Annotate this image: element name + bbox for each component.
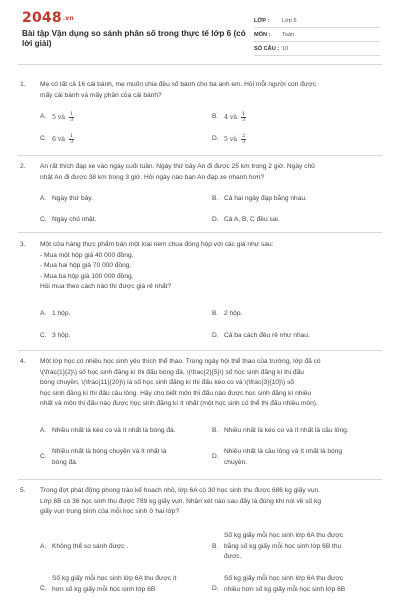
option-letter: C. xyxy=(40,216,47,223)
meta-value: Lớp 6 xyxy=(282,17,297,24)
option-letter: D. xyxy=(212,453,219,460)
option-letter: D. xyxy=(212,332,219,339)
mixed-whole: 6 xyxy=(52,136,56,143)
option-d[interactable] xyxy=(212,574,380,598)
mixed-whole: 5 xyxy=(52,114,56,121)
option-letter: B. xyxy=(212,113,219,120)
denominator: 3 xyxy=(69,117,74,123)
meta-row-count xyxy=(254,42,380,56)
option-text: Ngày thứ bảy. xyxy=(52,195,93,202)
option-line: hơn số kg giấy mỗi học sinh lớp 6B xyxy=(52,585,156,593)
question-number: 1. xyxy=(20,81,26,88)
option-line: Không thể so sánh được . xyxy=(52,543,129,550)
option-text: 2 hộp. xyxy=(224,310,243,317)
option-d[interactable] xyxy=(212,447,380,471)
option-line: Nhiều nhất là kéo co và ít nhất là bóng đá. xyxy=(52,427,176,434)
option-letter: B. xyxy=(212,195,219,202)
fraction xyxy=(69,112,74,123)
denominator: 3 xyxy=(241,117,246,123)
option-text xyxy=(224,426,384,437)
numerator: 2 xyxy=(241,133,246,139)
document-title xyxy=(22,29,252,49)
option-text xyxy=(224,531,374,563)
question-number: 2. xyxy=(20,163,26,170)
option-text: Cả ba cách đều rẻ như nhau. xyxy=(224,332,310,339)
option-text: 1 hộp. xyxy=(52,310,71,317)
option-letter: A. xyxy=(40,310,47,317)
option-line: Nhiều nhất là kéo co và ít nhất là cầu lông. xyxy=(224,427,349,434)
option-line: nhiều hơn số kg giấy mỗi học sinh lớp 6B xyxy=(224,585,346,593)
question-line: An rất thích đạp xe vào ngày cuối tuần. Ngày thứ bảy An đi được 25 km trong 2 giờ. Ngày chủ xyxy=(40,163,315,170)
question-5 xyxy=(20,486,380,600)
option-letter: A. xyxy=(40,543,47,550)
option-letter: C. xyxy=(40,453,47,460)
question-line: học sinh đăng kí thi đấu cầu lông. Hãy cho biết môn thi đấu nào được học sinh đăng kí nhiều xyxy=(40,389,312,397)
option-line: Số kg giấy mỗi học sinh lớp 6A thu được ít xyxy=(52,575,177,582)
option-line: chuyền. xyxy=(224,458,248,466)
option-line: được. xyxy=(224,553,242,560)
question-text xyxy=(40,80,380,101)
divider xyxy=(18,155,382,156)
meta-value: 10 xyxy=(282,45,289,52)
option-text xyxy=(52,574,202,595)
question-1 xyxy=(20,80,380,150)
question-number: 4. xyxy=(20,358,26,365)
option-text: 3 hộp. xyxy=(52,332,71,339)
option-b[interactable] xyxy=(212,531,380,565)
question-line: - Mua hai hộp giá 70 000 đồng. xyxy=(40,262,132,269)
question-3 xyxy=(20,240,380,348)
question-line: Một lớp học có nhiều học sinh yêu thích thể thao. Trong ngày hội thể thao của trường, lớp đã có xyxy=(40,358,321,365)
option-letter: C. xyxy=(40,332,47,339)
option-text: Cả hai ngày đạp bằng nhau. xyxy=(224,195,307,202)
question-line: giấy vụn trung bình của mỗi học sinh ở hai lớp? xyxy=(40,508,180,515)
divider xyxy=(18,479,382,480)
question-2 xyxy=(20,162,380,230)
numerator: 1 xyxy=(69,111,74,117)
option-letter: A. xyxy=(40,113,47,120)
meta-key: SỐ CÂU : xyxy=(254,45,280,52)
option-letter: D. xyxy=(212,135,219,142)
meta-row-grade xyxy=(254,14,380,28)
question-text xyxy=(40,162,380,183)
denominator: 3 xyxy=(241,139,246,145)
option-line: Nhiều nhất là bóng chuyền và ít nhất là xyxy=(52,448,167,455)
option-text xyxy=(224,447,374,468)
option-line: Số kg giấy mỗi học sinh lớp 6A thu được xyxy=(224,532,343,539)
option-letter: A. xyxy=(40,427,47,434)
option-c[interactable] xyxy=(40,447,208,471)
document-title-line: lời giải) xyxy=(22,39,52,48)
page-header xyxy=(0,0,400,62)
divider xyxy=(18,350,382,351)
option-letter: C. xyxy=(40,585,47,592)
question-line: mấy cái bánh và mấy phần của cái bánh? xyxy=(40,91,162,99)
document-title-line: Bài tập Vận dụng so sánh phân số trong thực tế lớp 6 (có xyxy=(22,29,246,38)
option-text xyxy=(224,112,374,124)
option-letter: D. xyxy=(212,585,219,592)
option-letter: A. xyxy=(40,195,47,202)
option-letter: C. xyxy=(40,135,47,142)
fraction xyxy=(241,134,246,145)
divider xyxy=(18,232,382,233)
question-line: \(\frac{1}{2}\) số học sinh đăng kí thi đấu bóng đá, \(\frac{2}{5}\) số học sinh đăng kí thi đấu xyxy=(40,368,304,376)
logo-suffix: .vn xyxy=(62,14,74,22)
option-text xyxy=(52,542,202,553)
meta-table xyxy=(254,14,380,56)
option-text: Ngày chủ nhật. xyxy=(52,216,97,223)
option-c[interactable] xyxy=(40,574,208,598)
option-line: bóng đá. xyxy=(52,458,78,466)
meta-key: LỚP : xyxy=(254,17,270,24)
divider xyxy=(18,64,382,65)
option-letter: B. xyxy=(212,310,219,317)
question-line: Trong đợt phát động phong trào kế hoạch nhỏ, lớp 6A có 30 học sinh thu được 686 kg giấy vụn. xyxy=(40,487,320,494)
option-letter: D. xyxy=(212,216,219,223)
option-text xyxy=(52,426,212,437)
numerator: 1 xyxy=(69,133,74,139)
question-line: Một cửa hàng thực phẩm bán một loại nem chua đóng hộp với các giá như sau: xyxy=(40,241,274,248)
question-text xyxy=(40,240,380,293)
option-text xyxy=(224,134,374,146)
question-line: nhật An đi được 38 km trong 3 giờ. Hỏi ngày nào bạn An đạp xe nhanh hơn? xyxy=(40,173,265,181)
mixed-word: và xyxy=(229,114,238,121)
question-line: Hỏi mua theo cách nào thì được giá rẻ nhất? xyxy=(40,283,172,290)
question-text xyxy=(40,486,380,518)
meta-row-subject xyxy=(254,28,380,42)
option-line: Số kg giấy mỗi học sinh lớp 6A thu được xyxy=(224,575,343,582)
mixed-word: và xyxy=(229,136,238,143)
question-line: - Mua một hộp giá 40 000 đồng. xyxy=(40,251,134,259)
question-number: 5. xyxy=(20,487,26,494)
option-text xyxy=(52,112,202,124)
question-line: - Mua ba hộp giá 100 000 đồng. xyxy=(40,272,134,280)
option-text xyxy=(224,574,374,595)
mixed-word: và xyxy=(57,114,66,121)
option-text: Cả A, B, C đều sai. xyxy=(224,216,280,223)
option-letter: B. xyxy=(212,543,219,550)
numerator: 1 xyxy=(241,111,246,117)
question-text xyxy=(40,357,380,410)
question-line: bóng chuyền, \(\frac{11}{20}\) là số học sinh đăng kí thi đấu kéo co và \(\frac{3}{10}\) số xyxy=(40,379,294,386)
question-line: Lớp 6B có 36 học sinh thu được 789 kg giấy vụn. Nhận xét nào sau đây là đúng khi nói về số kg xyxy=(40,497,322,505)
option-line: Nhiều nhất là cầu lông và ít nhất là bóng xyxy=(224,448,343,455)
question-line: Mẹ có tất cả 16 cái bánh, mẹ muốn chia đều số bánh cho ba anh em. Hỏi mỗi người con được xyxy=(40,81,316,88)
site-logo[interactable] xyxy=(22,10,74,26)
question-4 xyxy=(20,357,380,477)
option-letter: B. xyxy=(212,427,219,434)
fraction xyxy=(241,112,246,123)
question-line: nhất và môn thi đấu nào được học sinh đăng kí ít nhất (một học sinh có thể thi đấu nhiều môn). xyxy=(40,400,318,407)
mixed-whole: 5 xyxy=(224,136,228,143)
question-number: 3. xyxy=(20,241,26,248)
meta-key: MÔN : xyxy=(254,31,271,38)
denominator: 3 xyxy=(69,139,74,145)
fraction xyxy=(69,134,74,145)
option-text xyxy=(52,134,202,146)
mixed-whole: 4 xyxy=(224,114,228,121)
option-text xyxy=(52,447,202,468)
option-line: bằng số kg giấy mỗi học sinh lớp 6B thu xyxy=(224,542,342,550)
logo-text: 2048 xyxy=(22,10,62,26)
mixed-word: và xyxy=(57,136,66,143)
meta-value: Toán xyxy=(282,31,295,38)
